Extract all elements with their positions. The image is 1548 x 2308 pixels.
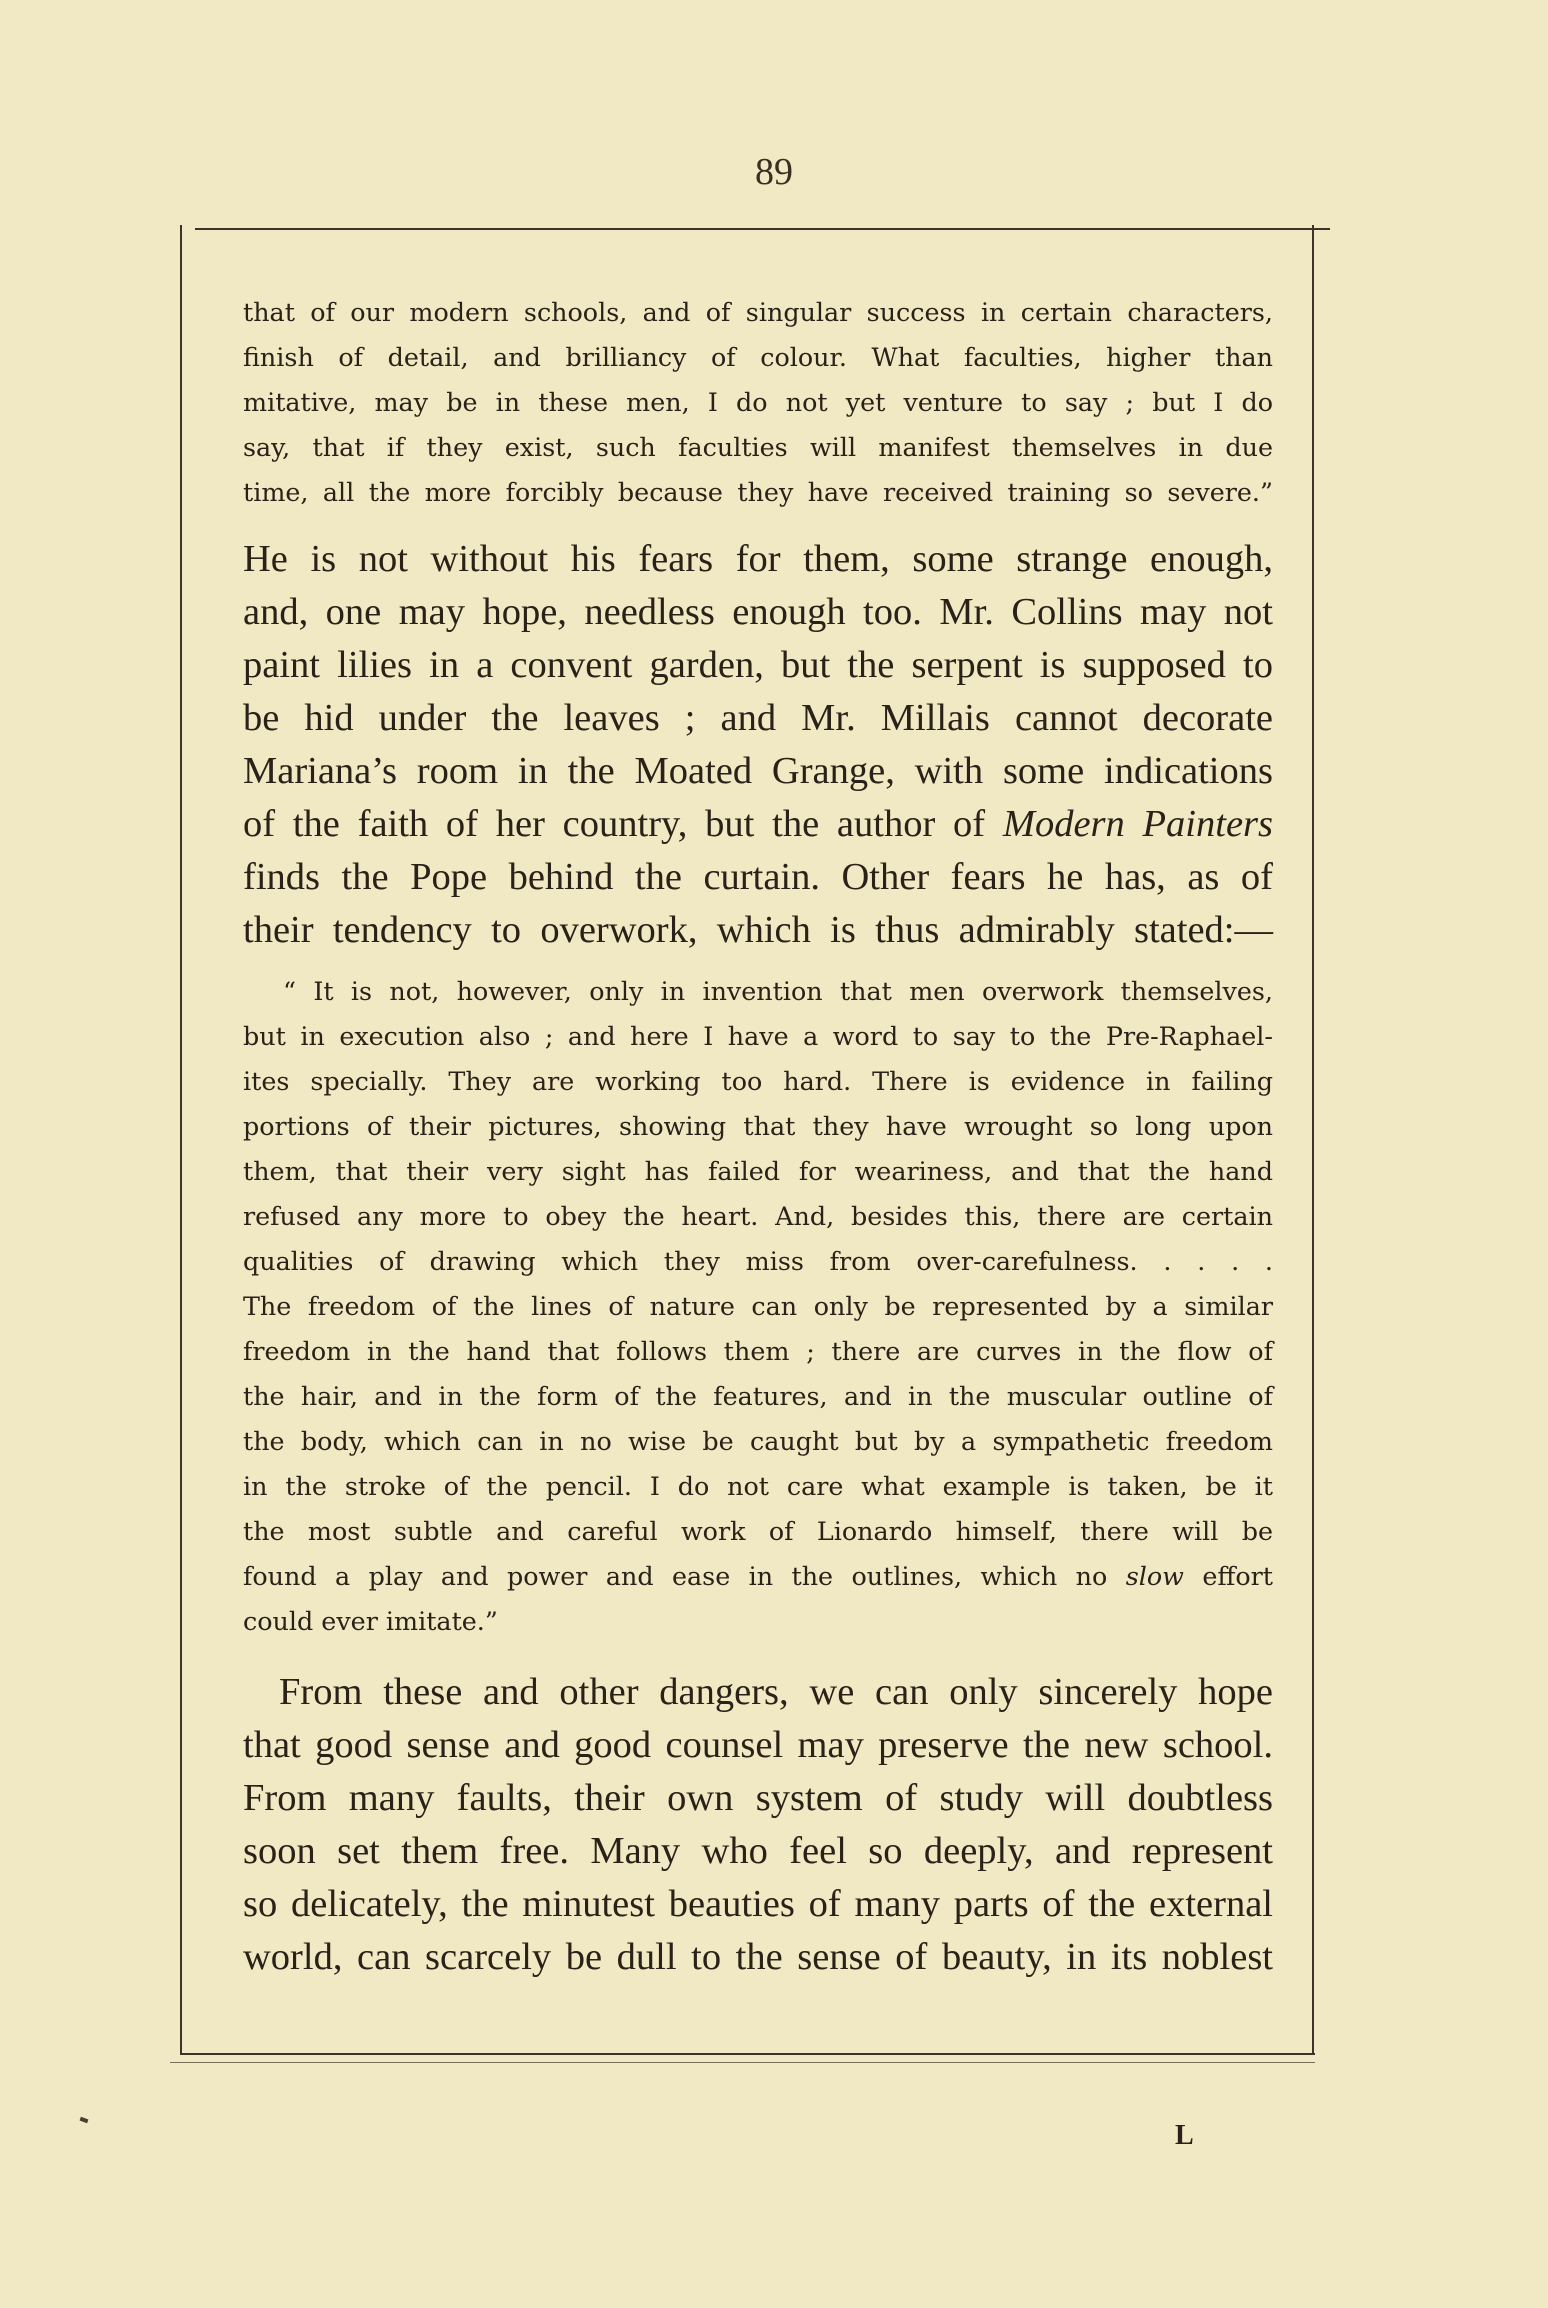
block-quote — [243, 969, 1273, 1644]
quote-line: qualities of drawing which they miss from over-carefulness. . . . . — [243, 1246, 1273, 1276]
body-paragraph-2 — [243, 1666, 1273, 1984]
body-line: finds the Pope behind the curtain. Other fears he has, as of — [243, 856, 1273, 898]
body-line-text: of the faith of her country, but the author of — [243, 803, 986, 845]
body-line-with-title — [243, 798, 1273, 851]
body-line: be hid under the leaves ; and Mr. Millais cannot decorate — [243, 697, 1273, 739]
quote-line: refused any more to obey the heart. And, besides this, there are certain — [243, 1201, 1273, 1231]
body-paragraph-1 — [243, 533, 1273, 957]
body-line: that good sense and good counsel may preserve the new school. — [243, 1724, 1273, 1766]
quote-line: “ It is not, however, only in invention that men overwork themselves, — [283, 976, 1273, 1006]
quote-line: in the stroke of the pencil. I do not care what example is taken, be it — [243, 1471, 1273, 1501]
quote-continuation — [243, 290, 1273, 515]
body-line: Mariana’s room in the Moated Grange, with some indications — [243, 750, 1273, 792]
book-title: Modern Painters — [1002, 803, 1274, 845]
bottom-rule — [180, 2053, 1315, 2055]
body-line: paint lilies in a convent garden, but the serpent is supposed to — [243, 644, 1273, 686]
body-line: world, can scarcely be dull to the sense of beauty, in its noblest — [243, 1936, 1273, 1978]
body-line: and, one may hope, needless enough too. Mr. Collins may not — [243, 591, 1273, 633]
quote-line: the most subtle and careful work of Lionardo himself, there will be — [243, 1516, 1273, 1546]
italic-word: slow — [1125, 1561, 1184, 1591]
signature-mark: L — [1175, 2120, 1194, 2151]
quote-line: could ever imitate.” — [243, 1606, 498, 1636]
quote-line: portions of their pictures, showing that they have wrought so long upon — [243, 1111, 1273, 1141]
ink-mark — [80, 2117, 89, 2123]
body-line: He is not without his fears for them, some strange enough, — [243, 538, 1273, 580]
page-body — [243, 290, 1273, 1984]
bottom-rule-thin — [170, 2062, 1315, 2063]
quote-line: time, all the more forcibly because they have received training so severe.” — [243, 477, 1273, 507]
quote-line: them, that their very sight has failed for weariness, and that the hand — [243, 1156, 1273, 1186]
quote-line: but in execution also ; and here I have a word to say to the Pre-Raphael- — [243, 1021, 1273, 1051]
quote-line-text: found a play and power and ease in the outlines, which no — [243, 1561, 1108, 1591]
quote-line: ites specially. They are working too hard. There is evidence in failing — [243, 1066, 1273, 1096]
body-line: so delicately, the minutest beauties of many parts of the external — [243, 1883, 1273, 1925]
body-line: soon set them free. Many who feel so deeply, and represent — [243, 1830, 1273, 1872]
quote-line: the hair, and in the form of the features, and in the muscular outline of — [243, 1381, 1273, 1411]
body-line: From many faults, their own system of study will doubtless — [243, 1777, 1273, 1819]
quote-line: mitative, may be in these men, I do not yet venture to say ; but I do — [243, 387, 1273, 417]
body-line: their tendency to overwork, which is thus admirably stated:— — [243, 909, 1273, 951]
body-line: From these and other dangers, we can only sincerely hope — [279, 1671, 1273, 1713]
quote-line: finish of detail, and brilliancy of colour. What faculties, higher than — [243, 342, 1273, 372]
quote-line: say, that if they exist, such faculties will manifest themselves in due — [243, 432, 1273, 462]
page-number: 89 — [755, 151, 793, 193]
quote-line: The freedom of the lines of nature can only be represented by a similar — [243, 1291, 1273, 1321]
quote-line-with-italic — [243, 1554, 1273, 1599]
quote-line: the body, which can in no wise be caught but by a sympathetic freedom — [243, 1426, 1273, 1456]
quote-line: that of our modern schools, and of singular success in certain characters, — [243, 297, 1273, 327]
quote-line: freedom in the hand that follows them ; there are curves in the flow of — [243, 1336, 1273, 1366]
quote-line-tail: effort — [1202, 1561, 1274, 1591]
